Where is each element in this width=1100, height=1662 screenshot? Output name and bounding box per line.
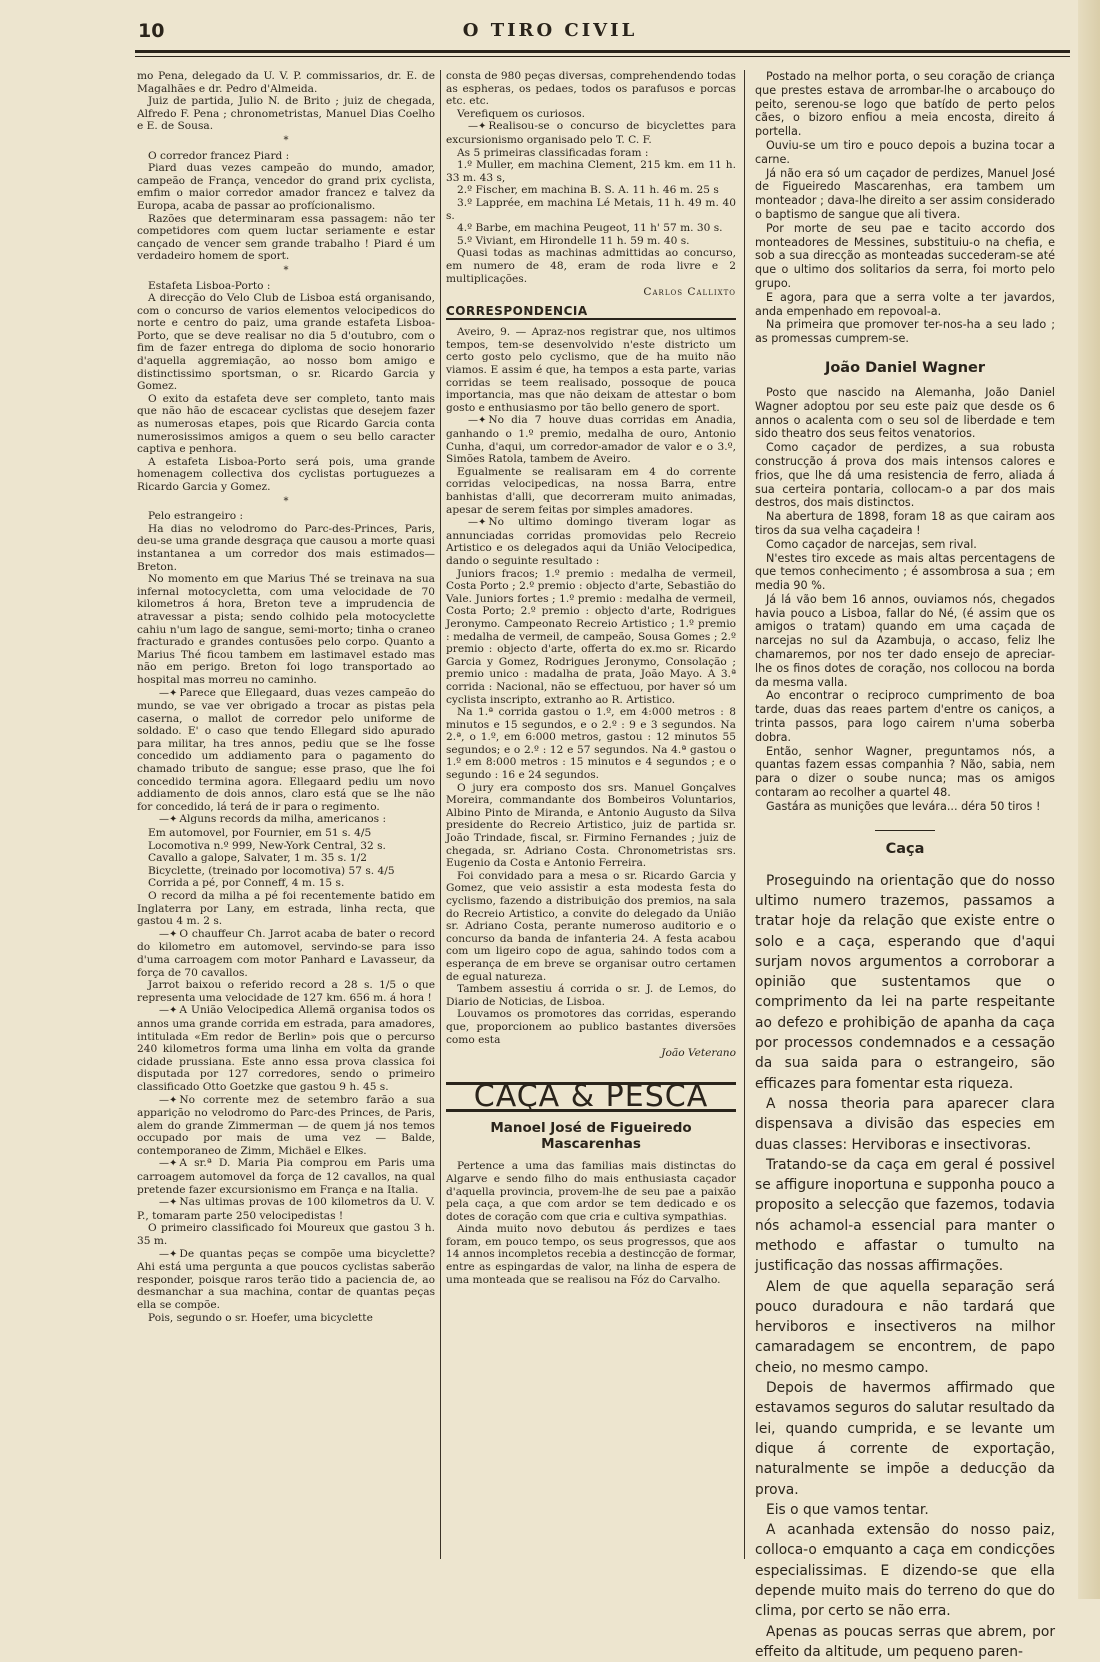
paragraph: Como caçador de perdizes, a sua robusta construcção á prova dos mais intensos calores e frios, que lhe dá uma resistencia de ferro, aliada á sua certeira pontaria, collocam-o a par dos mais destros, dos mais distinctos. — [755, 441, 1055, 510]
paragraph — [137, 1248, 435, 1312]
record-line: Corrida a pé, por Conneff, 4 m. 15 s. — [148, 877, 345, 890]
paragraph-text: A União Velocipedica Allemã organisa todos os annos uma grande corrida em estrada, para amadores, intitulada «Em redor de Berlin» pois que o percurso 240 kilometros forma uma linha em volta da grande cidade prussiana. Este anno essa prova classica foi disputada por 127 corredores, sendo o primeiro classificado Otto Goetzke que gastou 9 h. 45 s. — [137, 1004, 435, 1093]
paragraph-text: O chauffeur Ch. Jarrot acaba de bater o record do kilometro em automovel, servindo-se para isso d'uma carroagem com motor Panhard e Lavasseur, da força de 70 cavallos. — [137, 927, 435, 979]
bicycle-bullet-icon: —✦ — [159, 1197, 178, 1209]
paragraph: E agora, para que a serra volte a ter javardos, anda empenhado em repovoal-a. — [755, 290, 1055, 318]
paragraph: Na abertura de 1898, foram 18 as que cairam aos tiros da sua velha caçadeira ! — [755, 510, 1055, 537]
bicycle-bullet-icon: —✦ — [159, 1005, 178, 1017]
paragraph: Razões que determinaram essa passagem: não ter competidores com quem luctar seriamente e estar cançado de vencer sem grande trabalho ! Piard é um verdadeiro homem de sport. — [137, 212, 435, 263]
paragraph-text: De quantas peças se compõe uma bicyclette? Ahi está uma pergunta a que poucos cyclistas saberão responder, poisque raros terão tido a paciencia de, ao desmanchar a sua machina, contar de quantas peças ella se compõe. — [137, 1247, 435, 1311]
divider — [875, 830, 935, 831]
bicycle-bullet-icon: —✦ — [468, 517, 487, 529]
section-separator: * — [283, 495, 289, 507]
paragraph-text: Realisou-se o concurso de bicyclettes para excursionismo organisado pelo T. C. F. — [446, 120, 736, 146]
paragraph: Depois de havermos affirmado que estavamos seguros do salutar resultado da lei, quando cumprida, e se levante um dique á corrente de exportação, naturalmente se impõe a deducção da prova. — [755, 1380, 1055, 1498]
paragraph: No momento em que Marius Thé se treinava na sua infernal motocycletta, com uma velocidade de 70 kilometros á hora, Breton teve a imprudencia de atravessar a pista; sendo colhido pela motocyclette cahiu n'um lago de sangue, semi-morto; tinha o craneo fracturado e grandes contusões pelo corpo. Quanto a Marius Thé ficou tambem em lastimavel estado mas não em perigo. Breton foi logo transportado ao hospital mas morreu no caminho. — [137, 573, 435, 686]
paragraph-text: No ultimo domingo tiveram logar as annunciadas corridas promovidas pelo Recreio Artistico e os delegados aqui da União Velocipedica, dando o seguinte resultado : — [446, 516, 736, 567]
paragraph: Proseguindo na orientação que do nosso ultimo numero trazemos, passamos a tratar hoje da relação que existe entre o solo e a caça, esperando que d'aqui surjam novos argumentos a corroborar a opinião que sustentamos que o comprimento da lei na parte respeitante ao defezo e prohibição de apanha da caça por processos condemnados e a cessação da sua saida para o estrangeiro, são efficazes para fomentar esta riqueza. — [755, 872, 1055, 1092]
bicycle-bullet-icon: —✦ — [159, 1248, 178, 1260]
paragraph: Louvamos os promotores das corridas, esperando que, proporcionem ao publico bastantes diversões como esta — [446, 1008, 736, 1046]
column-divider — [744, 70, 745, 1559]
paragraph: Juniors fracos; 1.º premio : medalha de vermeil, Costa Porto ; 2.º premio : objecto d'arte, Sebastião do Vale. Juniors fortes ; 1.º premio : medalha de vermeil, Costa Porto; 2.º premio : objecto d'arte, Rodrigues Jeronymo. Campeonato Recreio Artistico ; 1.º premio : medalha de vermeil, de campeão, Sousa Gomes ; 2.º premio : objecto d'arte, offerta do ex.mo sr. Ricardo Garcia y Gomez, Rodrigues Jeronymo, Consolação ; premio unico : madalha de prata, João Mayo. A 3.ª corrida : Nacional, não se effectuou, por haver só um cyclista inscripto, extranho ao R. Artistico. — [446, 567, 736, 706]
paragraph: Alem de que aquella separação será pouco duradoura e não tardará que herviboros e insectiveros na milhor camaradagem se encontrem, de papo cheio, no mesmo campo. — [755, 1278, 1055, 1376]
section-separator: * — [283, 264, 289, 276]
paragraph: Apenas as poucas serras que abrem, por effeito da altitude, um pequeno paren- — [755, 1623, 1055, 1660]
page-header — [0, 18, 1100, 48]
paragraph: Egualmente se realisaram em 4 do corrente corridas velocipedicas, na nossa Barra, entre banhistas d'alli, que decorreram muito animadas, apesar de serem feitas por simples amadores. — [446, 465, 736, 516]
paragraph: Então, senhor Wagner, preguntamos nós, a quantas fazem essas companhia ? Não, sabia, nem para o dizer o soube nunca; mas os amigos contaram ao recolher a quartel 48. — [755, 744, 1055, 800]
article-title: João Daniel Wagner — [824, 359, 986, 376]
paragraph: Aveiro, 9. — Apraz-nos registrar que, nos ultimos tempos, tem-se desenvolvido n'este districto um certo gosto pelo cyclismo, que de ha muito não viamos. E assim é que, ha tempos a esta parte, varias corridas se teem realisado, possoque de pouca importancia, mas que não deixam de attestar o bom gosto e enthusiasmo por tão bello genero de sport. — [446, 326, 736, 414]
paragraph: Quasi todas as machinas admittidas ao concurso, em numero de 48, eram de roda livre e 2 multiplicações. — [446, 247, 736, 285]
paragraph-text: Nas ultimas provas de 100 kilometros da U. V. P., tomaram parte 250 velocipedistas ! — [137, 1196, 435, 1222]
section-title: CORRESPONDENCIA — [446, 305, 736, 321]
paragraph — [137, 1094, 435, 1158]
bicycle-bullet-icon: —✦ — [159, 1158, 178, 1170]
paragraph: Tambem assestiu á corrida o sr. J. de Lemos, do Diario de Noticias, de Lisboa. — [446, 983, 736, 1008]
author-signature: Carlos Callixto — [643, 286, 736, 299]
column-3 — [755, 70, 1055, 1660]
paragraph: Ainda muito novo debutou ás perdizes e taes foram, em pouco tempo, os seus progressos, que aos 14 annos incompletos recebia a destincção de formar, entre as espingardas de valor, na linha de espera de uma monteada que se realisou na Fóz do Carvalho. — [446, 1223, 736, 1286]
paragraph: O primeiro classificado foi Moureux que gastou 3 h. 35 m. — [137, 1222, 435, 1248]
paragraph: Como caçador de narcejas, sem rival. — [766, 537, 977, 551]
paragraph: Jarrot baixou o referido record a 28 s. 1/5 o que representa uma velocidade de 127 km. 656 m. á hora ! — [137, 979, 435, 1004]
record-line: Locomotiva n.º 999, New-York Central, 32 s. — [148, 839, 386, 852]
paragraph: A direcção do Velo Club de Lisboa está organisando, com o concurso de varios elementos velocipedicos do norte e centro do paiz, uma grande estafeta Lisboa-Porto, que se deve realisar no dia 5 d'outubro, com o fim de fazer entrega do diploma de socio honorario d'aquella aggremiação, ao nosso bom amigo e distinctissimo sportsman, o sr. Ricardo Garcia y Gomez. — [137, 292, 435, 393]
paragraph: Na 1.ª corrida gastou o 1.º, em 4:000 metros : 8 minutos e 15 segundos, e o 2.º : 9 e 3 segundos. Na 2.ª, o 1.º, em 6:000 metros, gastou : 12 minutos 55 segundos; e o 2.º : 12 e 57 segundos. Na 4.ª gastou o 1.º em 8:000 metros : 15 minutos e 4 segundos ; e o segundo : 16 e 24 segundos. — [446, 706, 736, 782]
paragraph: Já não era só um caçador de perdizes, Manuel José de Figueiredo Mascarenhas, era tambem um monteador ; dava-lhe direito a ser assim considerado o baptismo de sangue que ali tivera. — [755, 166, 1055, 221]
record-line: Cavallo a galope, Salvater, 1 m. 35 s. 1/2 — [148, 852, 367, 865]
paragraph: N'estes tiro excede as mais altas percentagens de que temos conhecimento ; é assombrosa a sua ; em media 90 %. — [755, 551, 1055, 593]
paragraph — [137, 1196, 435, 1222]
paragraph — [446, 414, 736, 465]
paragraph — [137, 687, 435, 814]
paragraph: Pois, segundo o sr. Hoefer, uma bicyclette — [148, 1311, 373, 1324]
paragraph: Já lá vão bem 16 annos, ouviamos nós, chegados havia pouco a Lisboa, fallar do Né, (é assim que os amigos o tratam) quando em uma caçada de narcejas no sul da Azambuja, o accaso, feliz lhe chamaremos, por nos ter dado ensejo de apreciar-lhe os finos dotes de coração, nos collocou na borda da mesma valla. — [755, 592, 1055, 689]
paragraph-text: Parece que Ellegaard, duas vezes campeão do mundo, se vae ver obrigado a trocar as pistas pela caserna, o mallot de corredor pelo uniforme de soldado. E' o caso que tendo Ellegard sido apurado para militar, ha tres annos, pediu que se lhe fosse concedido um addiamento para o pagamento do chamado tributo de sangue; esse praso, que lhe foi concedido termina agora. Ellegaard pediu um novo addiamento de dois annos, claro está que se lhe não for concedido, lá terá de ir para o regimento. — [137, 686, 435, 813]
paragraph: A estafeta Lisboa-Porto será pois, uma grande homenagem collectiva dos cyclistas portuguezes a Ricardo Garcia y Gomez. — [137, 455, 435, 493]
paragraph: Piard duas vezes campeão do mundo, amador, campeão de França, vencedor do grand prix cyclista, emfim o maior corredor amador francez e talvez da Europa, acaba de passar ao profícionalismo. — [137, 162, 435, 212]
article-title: Manoel José de Figueiredo Mascarenhas — [490, 1120, 692, 1153]
bicycle-bullet-icon: —✦ — [159, 1094, 178, 1106]
paragraph-heading: Estafeta Lisboa-Porto : — [148, 279, 271, 292]
page-edge — [1078, 0, 1100, 1599]
masthead: O TIRO CIVIL — [462, 20, 638, 41]
header-rule-thin — [135, 56, 1070, 57]
column-divider — [440, 70, 441, 1559]
paragraph: As 5 primeiras classificadas foram : — [457, 146, 649, 159]
paragraph-heading: Pelo estrangeiro : — [148, 510, 244, 523]
page-number: 10 — [138, 20, 165, 42]
paragraph-text: Alguns records da milha, americanos : — [179, 813, 387, 826]
paragraph: Foi convidado para a mesa o sr. Ricardo Garcia y Gomez, que veio assistir a esta modesta festa do cyclismo, fazendo a distribuição dos premios, na sala do Recreio Artistico, a convite do delegado da União sr. Adriano Costa, perante numeroso auditorio e o concurso da banda de infanteria 24. A festa acabou com um ligeiro copo de agua, sahindo todos com a esperança de em breve se organisar outro certamen de egual natureza. — [446, 869, 736, 983]
paragraph: Posto que nascido na Alemanha, João Daniel Wagner adoptou por seu este paiz que desde os 6 annos o acalenta com o seu sol de liberdade e tem sido theatro dos seus feitos venatorios. — [755, 385, 1055, 441]
paragraph-text: No corrente mez de setembro farão a sua apparição no velodromo do Parc-des Princes, de Paris, alem do grande Zimmerman — de quem já nos temos occupado por mais de uma vez — Balde, contemporaneo de Zimm, Michäel e Elkes. — [137, 1093, 435, 1157]
paragraph: Eis o que vamos tentar. — [766, 1501, 929, 1518]
paragraph: mo Pena, delegado da U. V. P. commissarios, dr. E. de Magalhães e dr. Pedro d'Almeida. — [137, 70, 435, 95]
paragraph: Por morte de seu pae e tacito accordo dos monteadores de Messines, substituiu-o na chefia, e sob a sua direcção as monteadas succederam-se até que o ultimo dos solitarios da serra, foi morto pelo grupo. — [755, 221, 1055, 290]
bicycle-bullet-icon: —✦ — [159, 928, 178, 940]
paragraph: Na primeira que promover ter-nos-ha a seu lado ; as promessas cumprem-se. — [755, 318, 1055, 346]
paragraph: Pertence a uma das familias mais distinctas do Algarve e sendo filho do mais enthusiasta caçador d'aquella provincia, provem-lhe de seu pae a paixão pela caça, a que com ardor se tem dedicado e os dotes de coração com que cria e cultiva sympathias. — [446, 1160, 736, 1223]
paragraph-text: A sr.ª D. Maria Pia comprou em Paris uma carroagem automovel da força de 12 cavallos, na qual pretende fazer excursionismo em França e na Italia. — [137, 1157, 435, 1196]
signature-text: João Veterano — [661, 1047, 736, 1060]
paragraph-heading: O corredor francez Piard : — [148, 149, 290, 162]
paragraph — [137, 928, 435, 979]
paragraph-text: No dia 7 houve duas corridas em Anadia, ganhando o 1.º premio, medalha de ouro, Antonio Cunha, d'aqui, um corredor-amador de valor e o 3.º, Simões Ratola, tambem de Aveiro. — [446, 414, 736, 466]
record-line: Em automovel, por Fournier, em 51 s. 4/5 — [148, 827, 372, 840]
bicycle-bullet-icon: —✦ — [468, 415, 487, 427]
paragraph: Ao encontrar o reciproco cumprimento de boa tarde, duas das reaes partem d'entre os caniços, a trinta passos, para logo cairem n'uma soberba dobra. — [755, 689, 1055, 744]
paragraph — [446, 120, 736, 146]
header-rule — [135, 50, 1070, 53]
section-separator: * — [283, 134, 289, 146]
article-title: Caça — [885, 840, 925, 857]
paragraph — [137, 1004, 435, 1093]
column-2 — [446, 70, 736, 1599]
paragraph: Postado na melhor porta, o seu coração de criança que prestes estava de arrombar-lhe o arcabouço do peito, serenou-se logo que batído de perto pelos cães, o bizoro enfiou a meia encosta, direito á portella. — [755, 70, 1055, 139]
bicycle-bullet-icon: —✦ — [159, 687, 178, 699]
result-line: 2.º Fischer, em machina B. S. A. 11 h. 46 m. 25 s — [457, 184, 719, 197]
record-line: Bicyclette, (treinado por locomotiva) 57 s. 4/5 — [148, 864, 395, 877]
bicycle-bullet-icon: —✦ — [468, 121, 487, 133]
paragraph: O exito da estafeta deve ser completo, tanto mais que não hão de escacear cyclistas que desejem fazer as numerosas etapes, pois que Ricardo Garcia conta numerosissimos amigos a quem o seu bello caracter captiva e penhora. — [137, 392, 435, 456]
result-line: 4.º Barbe, em machina Peugeot, 11 h' 57 m. 30 s. — [457, 222, 723, 235]
paragraph: Ha dias no velodromo do Parc-des-Princes, Paris, deu-se uma grande desgraça que causou a morte quasi instantanea a um corredor dos mais estimados—Breton. — [137, 522, 435, 573]
result-line: 5.º Viviant, em Hirondelle 11 h. 59 m. 40 s. — [457, 234, 690, 247]
paragraph: O record da milha a pé foi recentemente batido em Inglaterra por Lany, em estrada, linha recta, que gastou 4 m. 2 s. — [137, 890, 435, 928]
paragraph: Ouviu-se um tiro e pouco depois a buzina tocar a carne. — [755, 138, 1055, 166]
paragraph: Tratando-se da caça em geral é possivel se affigure inoportuna e supponha pouco a proposito a selecção que fazemos, todavia nós achamol-a essencial para manter o methodo e affastar o tumulto na justificação das nossas affirmações. — [755, 1156, 1055, 1275]
result-line: 1.º Muller, em machina Clement, 215 km. em 11 h. 33 m. 43 s, — [446, 159, 736, 184]
column-1 — [137, 70, 435, 1599]
bicycle-bullet-icon: —✦ — [159, 814, 178, 826]
section-banner: CAÇA & PESCA — [446, 1082, 736, 1113]
result-line: 3.º Lapprée, em machina Lé Metais, 11 h. 49 m. 40 s. — [446, 196, 736, 222]
paragraph: consta de 980 peças diversas, comprehendendo todas as espheras, os pedaes, todos os parafusos e porcas etc. etc. — [446, 70, 736, 108]
paragraph — [137, 813, 435, 827]
author-signature — [446, 1047, 736, 1060]
paragraph — [446, 516, 736, 567]
paragraph — [137, 1157, 435, 1196]
paragraph: O jury era composto dos srs. Manuel Gonçalves Moreira, commandante dos Bombeiros Voluntarios, Albino Pinto de Miranda, e Antonio Augusto da Silva presidente do Recreio Artistico, juiz de partida sr. João Trindade, fiscal, sr. Firmino Fernandes ; juiz de chegada, sr. Adriano Costa. Chronometristas srs. Eugenio da Costa e Antonio Ferreira. — [446, 781, 736, 870]
paragraph: A acanhada extensão do nosso paiz, colloca-o emquanto a caça em condicções especialissimas. E dizendo-se que ella depende muito mais do terreno do que do clima, por certo se não erra. — [755, 1522, 1055, 1620]
paragraph: Verefiquem os curiosos. — [457, 107, 586, 120]
paragraph: Gastára as munições que levára... déra 50 tiros ! — [766, 799, 1041, 813]
paragraph: Juiz de partida, Julio N. de Brito ; juiz de chegada, Alfredo F. Pena ; chronometristas, Manuel Dias Coelho e E. de Sousa. — [137, 95, 435, 133]
paragraph: A nossa theoria para aparecer clara dispensava a divisão das especies em duas classes: Herviboras e insectivoras. — [755, 1095, 1055, 1153]
